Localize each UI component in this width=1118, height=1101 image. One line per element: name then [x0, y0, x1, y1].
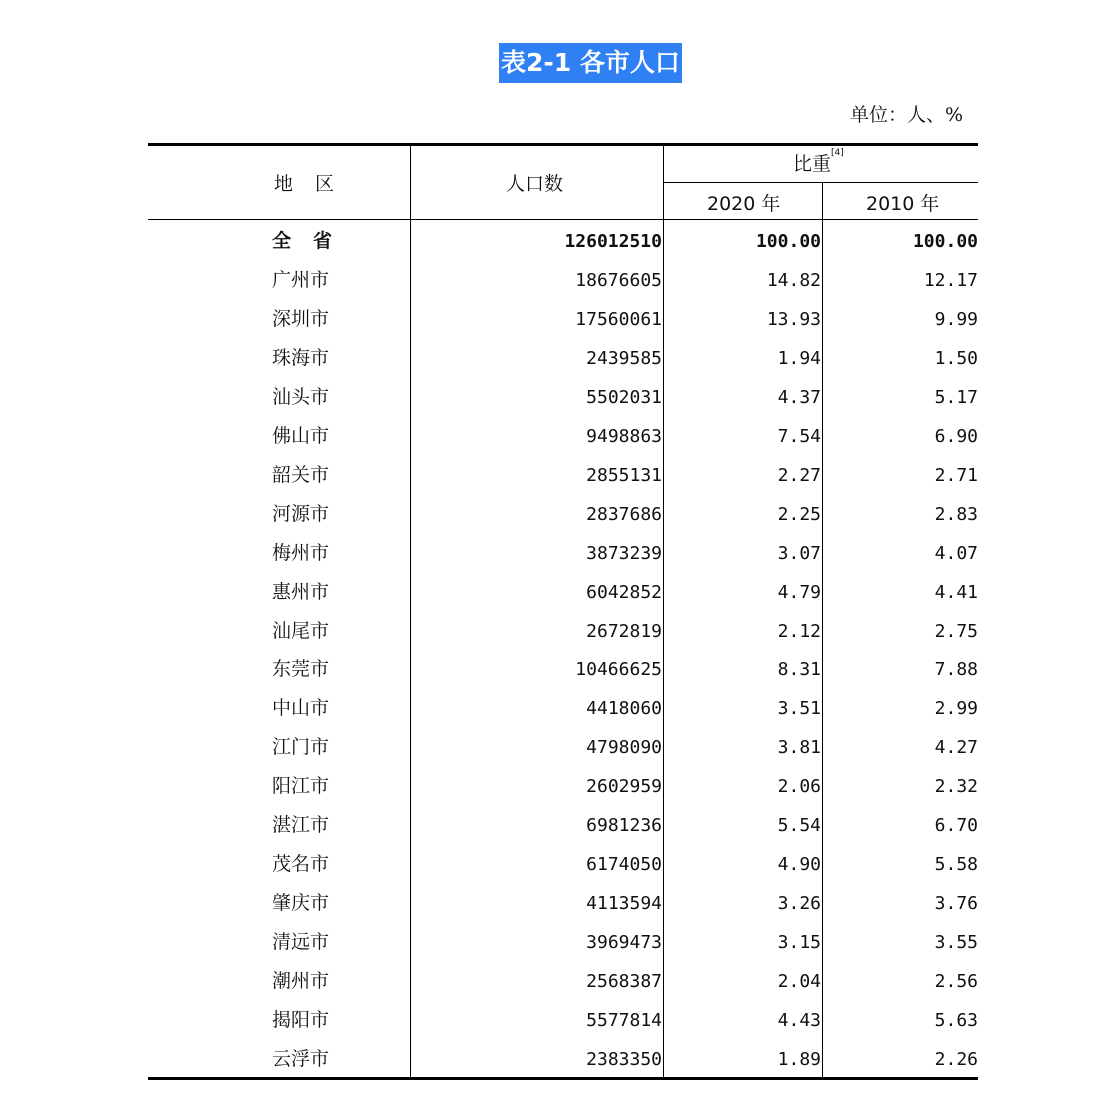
share-2020-value: 2.27	[777, 464, 821, 486]
region-name: 河源市	[272, 502, 330, 525]
share-2010-value: 5.58	[934, 854, 978, 876]
population-value: 2837686	[586, 503, 662, 525]
region-name: 东莞市	[272, 658, 330, 681]
share-2010-value: 100.00	[912, 231, 978, 252]
region-name: 湛江市	[272, 814, 330, 837]
share-2010-value: 1.50	[934, 347, 978, 369]
share-2020-value: 3.81	[777, 737, 821, 759]
share-2020-value: 4.79	[777, 581, 821, 603]
table-row	[148, 806, 978, 845]
share-2010-value: 4.07	[934, 542, 978, 564]
share-2020-value: 7.54	[777, 425, 821, 447]
region-name: 汕尾市	[272, 619, 330, 642]
share-2020-value: 4.37	[777, 386, 821, 408]
header-population: 人口数	[506, 173, 564, 195]
table-row	[148, 456, 978, 495]
population-value: 4113594	[586, 893, 662, 915]
region-name: 肇庆市	[272, 892, 330, 915]
population-value: 3873239	[586, 542, 662, 564]
table-row	[148, 650, 978, 689]
table-row	[148, 728, 978, 767]
population-value: 2855131	[586, 464, 662, 486]
region-name: 珠海市	[272, 346, 330, 369]
table-row	[148, 884, 978, 923]
header-share-label: 比重	[793, 153, 832, 175]
population-value: 5577814	[586, 1010, 662, 1031]
population-value: 2439585	[586, 347, 662, 369]
region-name: 揭阳市	[272, 1009, 330, 1031]
region-name: 梅州市	[272, 541, 330, 564]
share-2020-value: 14.82	[766, 269, 821, 291]
share-2010-value: 2.75	[934, 620, 978, 642]
share-2010-value: 2.83	[934, 503, 978, 525]
share-2010-value: 5.17	[934, 386, 978, 408]
share-2020-value: 5.54	[777, 815, 821, 837]
header-rule	[148, 219, 978, 220]
region-name: 潮州市	[272, 970, 330, 993]
header-year-2010: 2010 年	[866, 193, 940, 215]
share-2020-value: 4.43	[777, 1010, 821, 1031]
subheader-rule	[663, 182, 978, 183]
region-name: 汕头市	[272, 385, 330, 408]
share-2020-value: 1.94	[777, 347, 821, 369]
population-value: 6042852	[586, 581, 662, 603]
share-2020-value: 100.00	[755, 231, 821, 252]
share-2010-value: 9.99	[934, 308, 978, 330]
region-name: 惠州市	[272, 580, 330, 603]
table-row	[148, 767, 978, 806]
population-value: 4418060	[586, 698, 662, 720]
region-name: 云浮市	[272, 1047, 330, 1070]
share-2020-value: 1.89	[777, 1048, 821, 1070]
table-row	[148, 534, 978, 573]
table-row	[148, 261, 978, 300]
share-2010-value: 2.32	[934, 776, 978, 798]
share-2010-value: 2.71	[934, 464, 978, 486]
share-2020-value: 3.51	[777, 698, 821, 720]
table-title[interactable]: 表2-1 各市人口	[499, 43, 682, 83]
region-name: 中山市	[272, 697, 330, 720]
table-row	[148, 689, 978, 728]
population-value: 17560061	[575, 308, 662, 330]
table-row	[148, 962, 978, 1001]
population-value: 2383350	[586, 1048, 662, 1070]
share-2010-value: 6.70	[934, 815, 978, 837]
table-row	[148, 923, 978, 962]
header-share	[793, 149, 844, 176]
share-2010-value: 2.99	[934, 698, 978, 720]
region-name: 清远市	[272, 931, 330, 954]
population-value: 4798090	[586, 737, 662, 759]
region-name: 阳江市	[272, 775, 330, 798]
share-2020-value: 3.26	[777, 893, 821, 915]
table-row	[148, 1040, 978, 1079]
population-value: 126012510	[564, 231, 662, 252]
region-name: 韶关市	[272, 463, 330, 486]
share-2020-value: 3.15	[777, 932, 821, 954]
table-row	[148, 417, 978, 456]
share-2010-value: 3.76	[934, 893, 978, 915]
header-region: 地区	[274, 173, 357, 195]
share-2010-value: 7.88	[934, 659, 978, 681]
share-2010-value: 2.56	[934, 971, 978, 993]
population-value: 3969473	[586, 932, 662, 954]
population-value: 18676605	[575, 269, 662, 291]
population-value: 5502031	[586, 386, 662, 408]
population-value: 10466625	[575, 659, 662, 681]
population-value: 2602959	[586, 776, 662, 798]
share-2020-value: 2.06	[777, 776, 821, 798]
region-name: 深圳市	[272, 307, 330, 330]
share-2010-value: 12.17	[923, 269, 978, 291]
table-row	[148, 845, 978, 884]
share-2020-value: 3.07	[777, 542, 821, 564]
region-name: 广州市	[272, 268, 330, 291]
population-value: 6981236	[586, 815, 662, 837]
share-2010-value: 4.41	[934, 581, 978, 603]
population-value: 6174050	[586, 854, 662, 876]
share-2020-value: 13.93	[766, 308, 821, 330]
share-2010-value: 4.27	[934, 737, 978, 759]
population-value: 9498863	[586, 425, 662, 447]
table-row	[148, 339, 978, 378]
table-row	[148, 1001, 978, 1040]
region-name: 全省	[272, 230, 355, 252]
table-row	[148, 378, 978, 417]
share-2010-value: 5.63	[934, 1010, 978, 1031]
share-2010-value: 6.90	[934, 425, 978, 447]
share-2020-value: 2.12	[777, 620, 821, 642]
region-name: 江门市	[272, 736, 330, 759]
share-2020-value: 2.04	[777, 971, 821, 993]
header-year-2020: 2020 年	[707, 193, 781, 215]
table-row	[148, 300, 978, 339]
table-row	[148, 495, 978, 534]
table-row-total	[148, 222, 978, 261]
population-value: 2568387	[586, 971, 662, 993]
footnote-marker: [4]	[831, 148, 844, 158]
table-row	[148, 573, 978, 612]
region-name: 茂名市	[272, 853, 330, 876]
share-2010-value: 2.26	[934, 1048, 978, 1070]
unit-note: 单位：人、%	[850, 104, 964, 126]
region-name: 佛山市	[272, 424, 330, 447]
share-2020-value: 4.90	[777, 854, 821, 876]
table-row	[148, 612, 978, 651]
share-2010-value: 3.55	[934, 932, 978, 954]
share-2020-value: 2.25	[777, 503, 821, 525]
share-2020-value: 8.31	[777, 659, 821, 681]
top-rule	[148, 143, 978, 146]
population-value: 2672819	[586, 620, 662, 642]
